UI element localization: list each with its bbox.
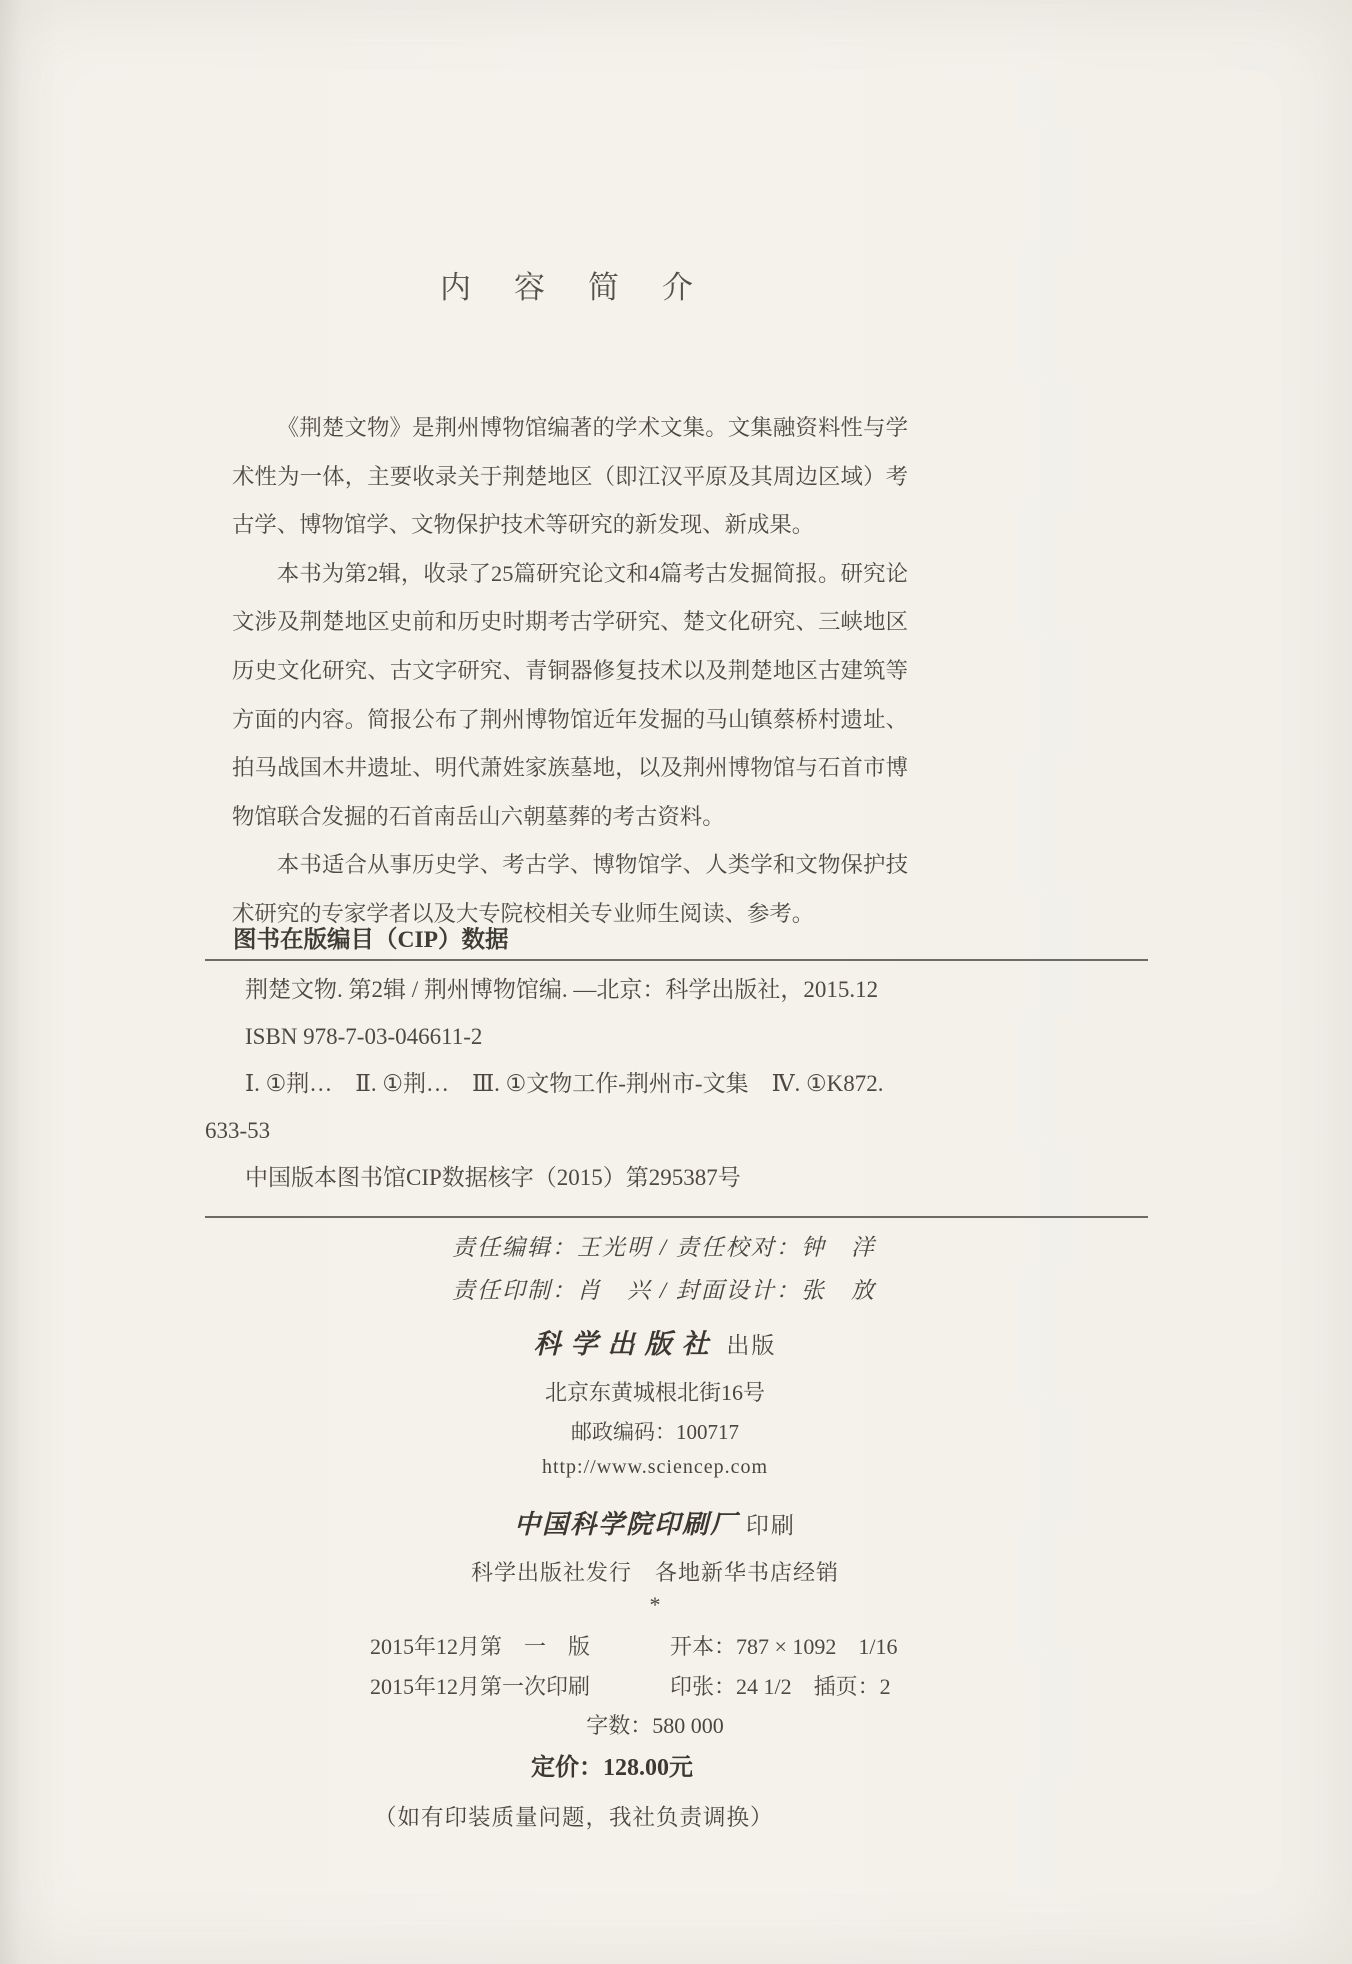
credits-editors-line: 责任编辑：王光明 / 责任校对：钟 洋 bbox=[452, 1235, 876, 1260]
publisher-logotype: 科学出版社 bbox=[533, 1329, 719, 1359]
quality-note: （如有印装质量问题，我社负责调换） bbox=[374, 1805, 774, 1830]
credits-print-design-line: 责任印制：肖 兴 / 封面设计：张 放 bbox=[452, 1278, 876, 1303]
edition-date: 2015年12月第 一 版 bbox=[370, 1634, 591, 1659]
isbn-line: ISBN 978-7-03-046611-2 bbox=[245, 1024, 483, 1049]
intro-paragraph-2: 本书为第2辑，收录了25篇研究论文和4篇考古发掘简报。研究论文涉及荆楚地区史前和历史时期考古学研究、楚文化研究、三峡地区历史文化研究、古文字研究、青铜器修复技术以及荆楚地区古建筑等方面的内容。简报公布了荆州博物馆近年发掘的马山镇蔡桥村遗址、拍马战国木井遗址、明代萧姓家族墓地，以及荆州博物馆与石首市博物馆联合发掘的石首南岳山六朝墓葬的考古资料。 bbox=[232, 560, 908, 829]
cip-classification-line2: 633-53 bbox=[205, 1118, 271, 1143]
publisher-line bbox=[325, 1322, 985, 1361]
cip-classification-line1: Ⅰ. ①荆… Ⅱ. ①荆… Ⅲ. ①文物工作-荆州市-文集 Ⅳ. ①K872. bbox=[245, 1071, 884, 1096]
cip-record-number: 中国版本图书馆CIP数据核字（2015）第295387号 bbox=[245, 1165, 741, 1190]
cip-top-rule bbox=[205, 959, 1148, 961]
intro-paragraph-1: 《荆楚文物》是荆州博物馆编著的学术文集。文集融资料性与学术性为一体，主要收录关于荆楚地区（即江汉平原及其周边区域）考古学、博物馆学、文物保护技术等研究的新发现、新成果。 bbox=[232, 415, 908, 538]
printer-suffix: 印刷 bbox=[738, 1513, 796, 1538]
section-title: 内 容 简 介 bbox=[440, 270, 699, 305]
cip-bottom-rule bbox=[205, 1216, 1148, 1218]
publisher-postcode: 邮政编码：100717 bbox=[571, 1420, 739, 1444]
printer-logotype: 中国科学院印刷厂 bbox=[514, 1510, 739, 1539]
publisher-address: 北京东黄城根北街16号 bbox=[544, 1380, 765, 1405]
printing-date: 2015年12月第一次印刷 bbox=[370, 1674, 591, 1699]
staff-credits bbox=[452, 1226, 876, 1312]
edition-line-2 bbox=[325, 1670, 985, 1701]
cip-header: 图书在版编目（CIP）数据 bbox=[233, 927, 509, 953]
publisher-website: http://www.sciencep.com bbox=[541, 1456, 769, 1478]
edition-line-1 bbox=[325, 1630, 985, 1661]
cip-data-block bbox=[205, 966, 1148, 1201]
publisher-suffix: 出版 bbox=[718, 1333, 777, 1358]
cip-bibliographic-line: 荆楚文物. 第2辑 / 荆州博物馆编. —北京：科学出版社，2015.12 bbox=[245, 977, 879, 1002]
printer-line bbox=[325, 1504, 985, 1541]
star-divider: * bbox=[649, 1592, 661, 1617]
word-count: 字数：580 000 bbox=[586, 1713, 724, 1738]
distribution-line: 科学出版社发行 各地新华书店经销 bbox=[470, 1560, 839, 1585]
price: 定价：128.00元 bbox=[531, 1755, 693, 1781]
intro-paragraph-3: 本书适合从事历史学、考古学、博物馆学、人类学和文物保护技术研究的专家学者以及大专院校相关专业师生阅读、参考。 bbox=[232, 852, 908, 926]
intro-text bbox=[232, 404, 908, 939]
sheets-inserts: 印张：24 1/2 插页：2 bbox=[670, 1674, 891, 1699]
format-size: 开本：787 × 1092 1/16 bbox=[670, 1634, 898, 1659]
